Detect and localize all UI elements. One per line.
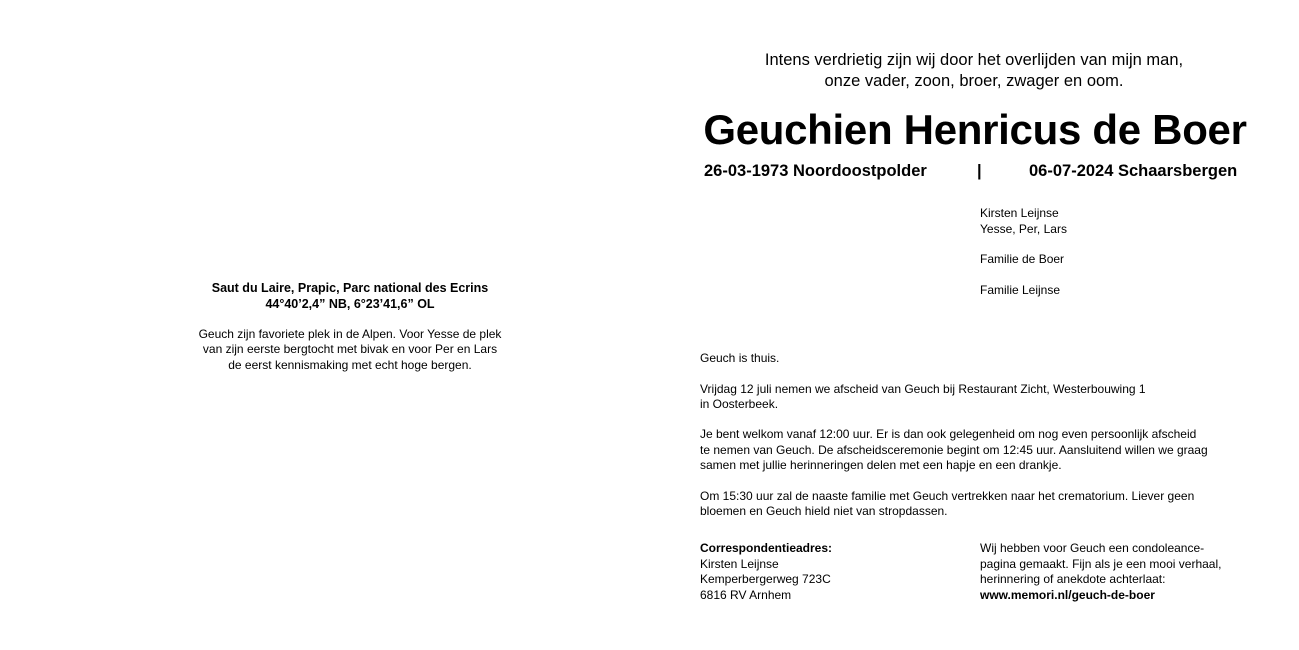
paragraph-line: Vrijdag 12 juli nemen we afscheid van Geuch bij Restaurant Zicht, Westerbouwing 1 [700,381,1146,396]
intro-line: Intens verdrietig zijn wij door het overlijden van mijn man, [764,51,1184,69]
paragraph-line: Je bent welkom vanaf 12:00 uur. Er is dan ook gelegenheid om nog even persoonlijk afscheid [700,427,1197,442]
location-description [150,327,550,373]
correspondence-address [700,541,832,603]
announcement-body [700,351,1248,535]
family-member: Kirsten Leijnse [980,206,1059,220]
paragraph [700,489,1248,520]
correspondence-heading: Correspondentieadres: [700,541,833,555]
description-line: Geuch zijn favoriete plek in de Alpen. Voor Yesse de plek [198,327,502,341]
location-coordinates: 44°40’2,4” NB, 6°23’41,6” OL [265,296,435,311]
paragraph [700,382,1248,413]
condolence-url[interactable]: www.memori.nl/geuch-de-boer [980,587,1155,602]
family-member: Familie Leijnse [980,282,1061,297]
condolence-line: pagina gemaakt. Fijn als je een mooi verhaal, [980,556,1222,571]
description-line: de eerst kennismaking met echt hoge bergen. [228,357,472,372]
condolence-line: herinnering of anekdote achterlaat: [980,572,1166,586]
location-name: Saut du Laire, Prapic, Parc national des Ecrins [211,281,489,295]
location-caption [150,281,550,312]
intro-text [700,50,1248,91]
death-date-place: 06-07-2024 Schaarsbergen [1029,162,1238,180]
address-line: 6816 RV Arnhem [700,587,792,602]
paragraph [700,351,1248,366]
family-member: Yesse, Per, Lars [980,221,1067,236]
date-separator: | [977,162,982,180]
family-list [980,206,1067,298]
birth-date-place: 26-03-1973 Noordoostpolder [704,162,927,180]
address-line: Kemperbergerweg 723C [700,572,831,586]
intro-line: onze vader, zoon, broer, zwager en oom. [824,71,1124,90]
description-line: van zijn eerste bergtocht met bivak en voor Per en Lars [202,342,498,357]
deceased-name: Geuchien Henricus de Boer [703,106,1247,153]
paragraph-line: te nemen van Geuch. De afscheidsceremonie begint om 12:45 uur. Aansluitend willen we graag [700,442,1208,457]
paragraph-line: Om 15:30 uur zal de naaste familie met Geuch vertrekken naar het crematorium. Liever geen [700,488,1195,503]
condolence-info [980,541,1221,603]
paragraph [700,427,1248,473]
family-member: Familie de Boer [980,252,1065,266]
paragraph-line: in Oosterbeek. [700,396,779,411]
paragraph-line: bloemen en Geuch hield niet van stropdassen. [700,503,948,518]
paragraph-line: Geuch is thuis. [700,351,780,365]
condolence-line: Wij hebben voor Geuch een condoleance- [980,541,1205,555]
paragraph-line: samen met jullie herinneringen delen met een hapje en een drankje. [700,458,1062,473]
address-line: Kirsten Leijnse [700,556,779,571]
